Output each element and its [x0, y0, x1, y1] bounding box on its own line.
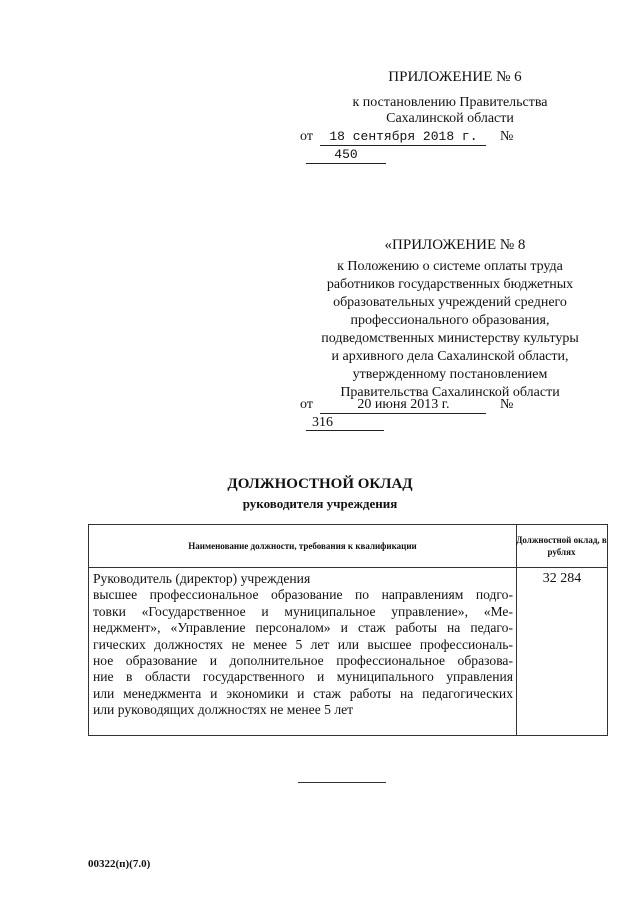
appendix-6-number-prefix: № [499, 129, 514, 144]
appendix-8-line: профессионального образования, [350, 313, 550, 328]
appendix-8-line: Правительства Сахалинской области [340, 385, 560, 400]
appendix-8-date-line [300, 396, 600, 430]
appendix-8-number: 316 [306, 414, 384, 431]
appendix-8-lines [296, 258, 604, 402]
column-divider [516, 567, 517, 735]
appendix-8-line: образовательных учреждений среднего [333, 295, 567, 310]
appendix-6-date: 18 сентября 2018 г. [320, 128, 486, 146]
requirement-line: или менеджмента и экономики и стаж работы на педагогических [93, 685, 513, 701]
requirement-line: неджмент», «Управление персоналом» и стаж работы на педаго- [93, 620, 513, 636]
salary-value: 32 284 [542, 571, 582, 586]
requirement-line: ное образование и дополнительное профессиональное образова- [93, 653, 513, 669]
appendix-8-date-prefix: от [300, 397, 313, 412]
appendix-8-title: «ПРИЛОЖЕНИЕ № 8 [384, 237, 526, 253]
document-subtitle: руководителя учреждения [242, 496, 398, 511]
end-rule [298, 782, 386, 783]
appendix-6-line-1: к постановлению Правительства [352, 95, 548, 110]
appendix-8-line: и архивного дела Сахалинской области, [331, 349, 569, 364]
column-header-name: Наименование должности, требования к квалификации [89, 525, 517, 568]
requirement-line: гических должностях не менее 5 лет или высшее профессиональ- [93, 636, 513, 652]
appendix-8-number-prefix: № [499, 397, 514, 412]
appendix-6-date-prefix: от [300, 129, 313, 144]
document-title: ДОЛЖНОСТНОЙ ОКЛАД [227, 476, 413, 492]
position-name: Руководитель (директор) учреждения [93, 571, 311, 586]
appendix-8-line: подведомственных министерству культуры [321, 331, 579, 346]
appendix-6-date-line [300, 128, 600, 162]
requirement-line: ние в области государственного и муниципального управления [93, 669, 513, 685]
table-row-description [93, 571, 513, 719]
appendix-8-line: утвержденному постановлением [352, 367, 548, 382]
requirement-line: товки «Государственное и муниципальное управление», «Ме- [93, 603, 513, 619]
salary-table [88, 524, 608, 736]
appendix-6-line-2: Сахалинской области [386, 111, 514, 126]
column-header-salary: Должностной оклад, в рублях [516, 525, 607, 568]
appendix-8-date: 20 июня 2013 г. [320, 396, 486, 414]
appendix-6-number: 450 [306, 146, 386, 164]
requirement-line: высшее профессиональное образование по направлениям подго- [93, 587, 513, 603]
requirement-line: или руководящих должностях не менее 5 лет [93, 702, 354, 718]
appendix-8-line: работников государственных бюджетных [326, 277, 574, 292]
appendix-8-line: к Положению о системе оплаты труда [337, 259, 563, 274]
document-code: 00322(п)(7.0) [88, 858, 151, 870]
appendix-6-title: ПРИЛОЖЕНИЕ № 6 [388, 69, 522, 85]
